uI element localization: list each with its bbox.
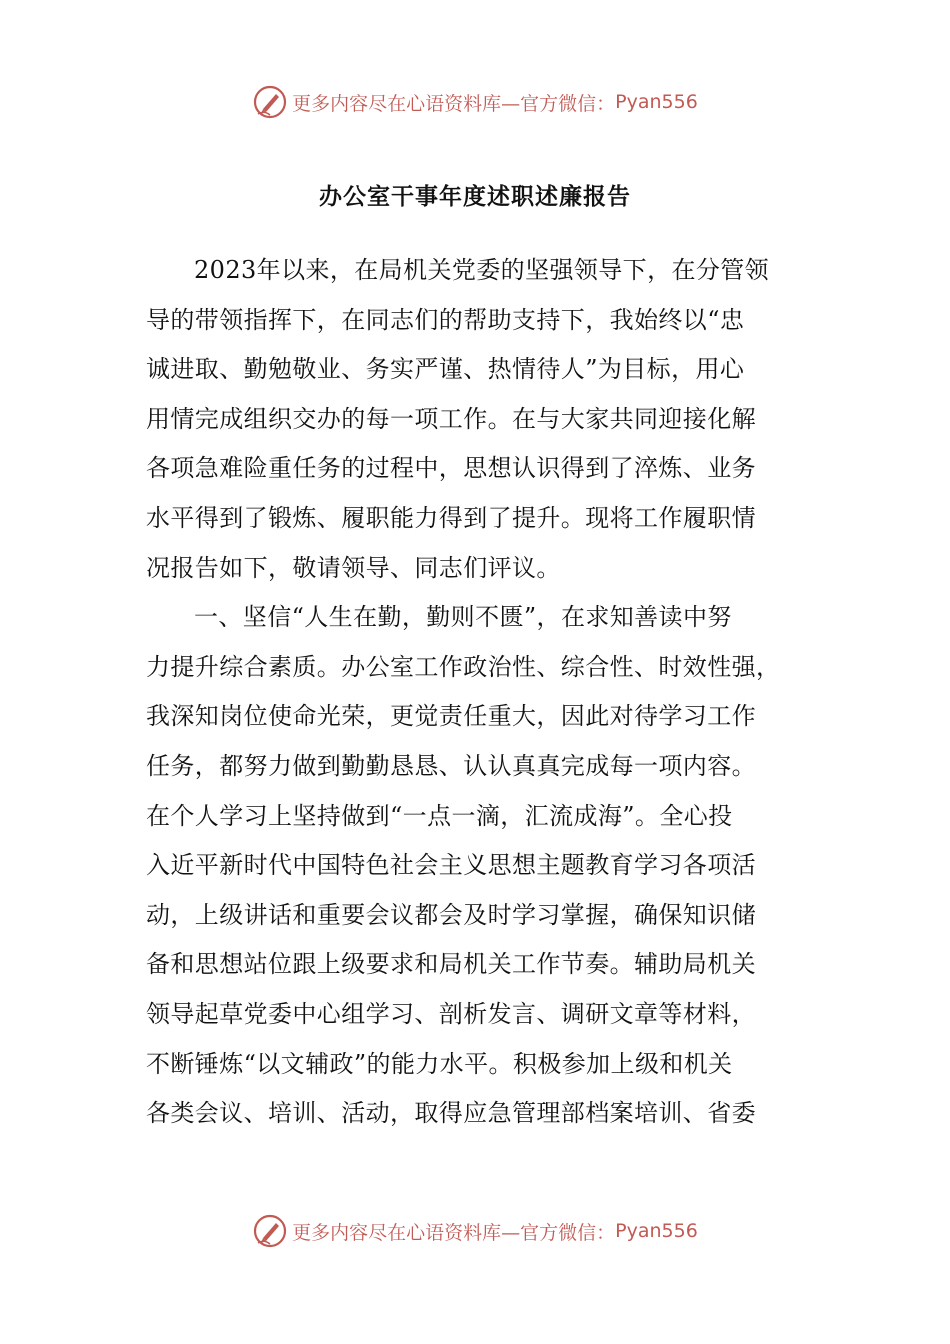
text-line: 用情完成组织交办的每一项工作。在与大家共同迎接化解 bbox=[146, 404, 756, 433]
text-line: 况报告如下，敬请领导、同志们评议。 bbox=[146, 553, 561, 582]
text-line: 任务，都努力做到勤勤恳恳、认认真真完成每一项内容。 bbox=[146, 751, 756, 780]
watermark-wechat-id: Pyan556 bbox=[615, 91, 698, 113]
footer-watermark bbox=[0, 1211, 950, 1251]
text-line: 水平得到了锻炼、履职能力得到了提升。现将工作履职情 bbox=[146, 503, 756, 532]
text-line: 不断锤炼“以文辅政”的能力水平。积极参加上级和机关 bbox=[146, 1049, 733, 1078]
text-line: 一、坚信“人生在勤，勤则不匮”，在求知善读中努 bbox=[194, 603, 732, 632]
text-line: 导的带领指挥下，在同志们的帮助支持下，我始终以“忠 bbox=[146, 305, 745, 334]
pen-logo-icon bbox=[252, 84, 288, 120]
watermark-wechat-id: Pyan556 bbox=[615, 1220, 698, 1242]
text-line: 2023年以来，在局机关党委的坚强领导下，在分管领 bbox=[194, 256, 770, 284]
text-line: 在个人学习上坚持做到“一点一滴，汇流成海”。全心投 bbox=[146, 801, 733, 830]
document-title: 办公室干事年度述职述廉报告 bbox=[319, 183, 631, 210]
text-line: 我深知岗位使命光荣，更觉责任重大，因此对待学习工作 bbox=[146, 702, 756, 731]
text-line: 各项急难险重任务的过程中，思想认识得到了淬炼、业务 bbox=[146, 454, 756, 483]
watermark-text: 更多内容尽在心语资料库—官方微信： bbox=[292, 1221, 616, 1244]
text-line: 备和思想站位跟上级要求和局机关工作节奏。辅助局机关 bbox=[146, 950, 756, 979]
text-line: 入近平新时代中国特色社会主义思想主题教育学习各项活 bbox=[146, 851, 756, 880]
text-line: 各类会议、培训、活动，取得应急管理部档案培训、省委 bbox=[146, 1099, 756, 1128]
text-line: 领导起草党委中心组学习、剖析发言、调研文章等材料， bbox=[146, 999, 756, 1028]
watermark-text: 更多内容尽在心语资料库—官方微信： bbox=[292, 92, 616, 115]
text-line: 力提升综合素质。办公室工作政治性、综合性、时效性强， bbox=[146, 652, 781, 681]
text-line: 诚进取、勤勉敬业、务实严谨、热情待人”为目标，用心 bbox=[146, 355, 745, 384]
document-body bbox=[146, 246, 792, 1139]
pen-logo-icon bbox=[252, 1213, 288, 1249]
header-watermark bbox=[0, 82, 950, 122]
text-line: 动，上级讲话和重要会议都会及时学习掌握，确保知识储 bbox=[146, 900, 756, 929]
